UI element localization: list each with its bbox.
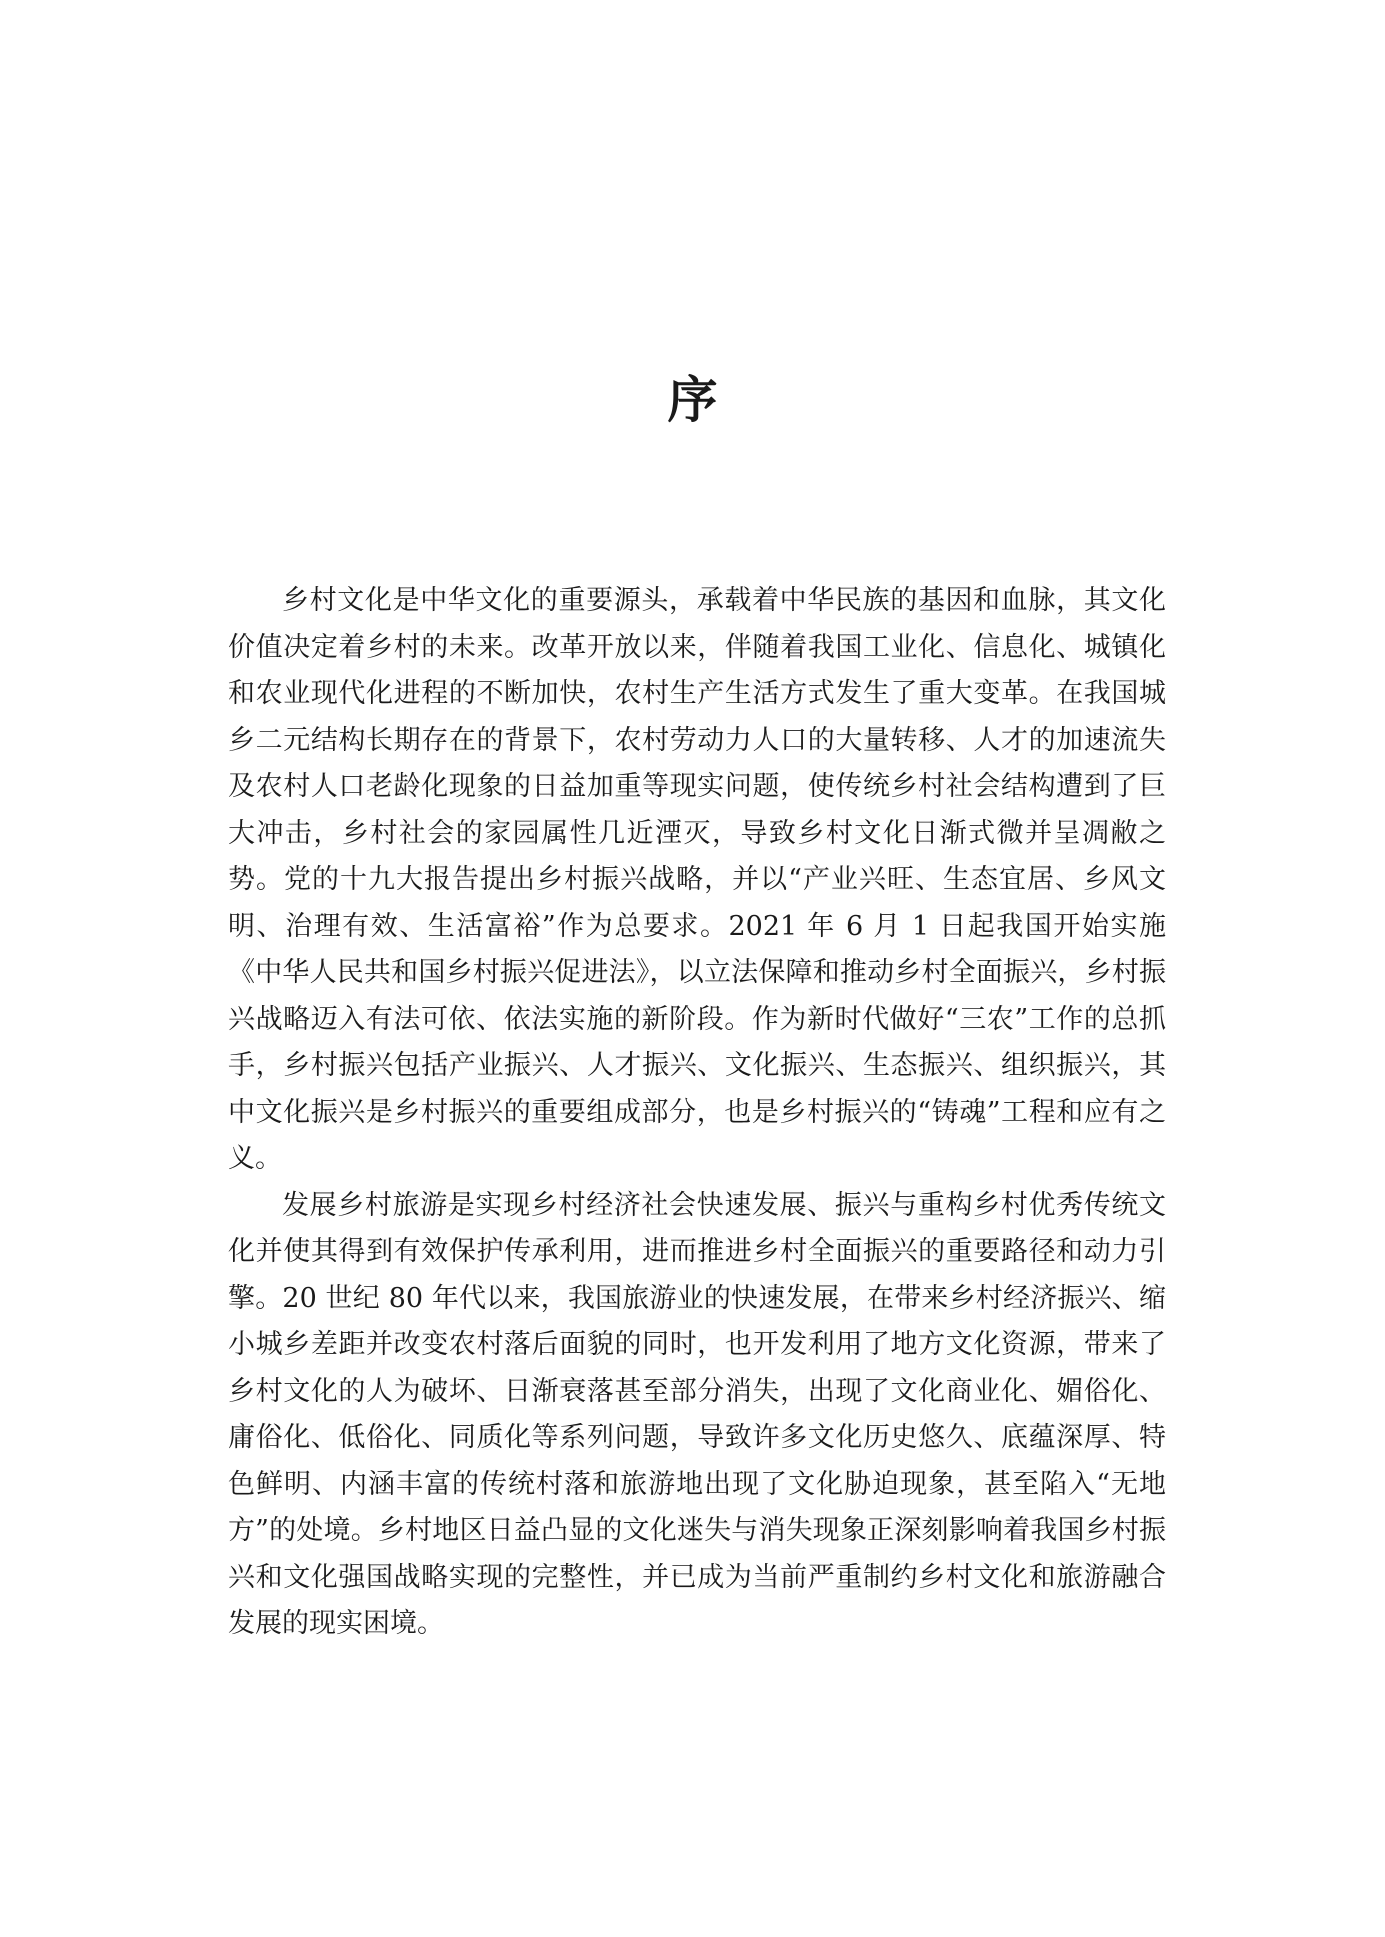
paragraph-1: 乡村文化是中华文化的重要源头，承载着中华民族的基因和血脉，其文化价值决定着乡村的未来。改革开放以来，伴随着我国工业化、信息化、城镇化和农业现代化进程的不断加快，农村生产生活方式发生了重大变革。在我国城乡二元结构长期存在的背景下，农村劳动力人口的大量转移、人才的加速流失及农村人口老龄化现象的日益加重等现实问题，使传统乡村社会结构遭到了巨大冲击，乡村社会的家园属性几近湮灭，导致乡村文化日渐式微并呈凋敝之势。党的十九大报告提出乡村振兴战略，并以“产业兴旺、生态宜居、乡风文明、治理有效、生活富裕”作为总要求。2021 年 6 月 1 日起我国开始实施《中华人民共和国乡村振兴促进法》，以立法保障和推动乡村全面振兴，乡村振兴战略迈入有法可依、依法实施的新阶段。作为新时代做好“三农”工作的总抓手，乡村振兴包括产业振兴、人才振兴、文化振兴、生态振兴、组织振兴，其中文化振兴是乡村振兴的重要组成部分，也是乡村振兴的“铸魂”工程和应有之义。	[228, 585, 1166, 1174]
page-title: 序	[667, 371, 718, 429]
body-text	[228, 578, 1166, 1648]
paragraph-2: 发展乡村旅游是实现乡村经济社会快速发展、振兴与重构乡村优秀传统文化并使其得到有效保护传承利用，进而推进乡村全面振兴的重要路径和动力引擎。20 世纪 80 年代以来，我国旅游业的快速发展，在带来乡村经济振兴、缩小城乡差距并改变农村落后面貌的同时，也开发利用了地方文化资源，带来了乡村文化的人为破坏、日渐衰落甚至部分消失，出现了文化商业化、媚俗化、庸俗化、低俗化、同质化等系列问题，导致许多文化历史悠久、底蕴深厚、特色鲜明、内涵丰富的传统村落和旅游地出现了文化胁迫现象，甚至陷入“无地方”的处境。乡村地区日益凸显的文化迷失与消失现象正深刻影响着我国乡村振兴和文化强国战略实现的完整性，并已成为当前严重制约乡村文化和旅游融合发展的现实困境。	[228, 1189, 1166, 1639]
